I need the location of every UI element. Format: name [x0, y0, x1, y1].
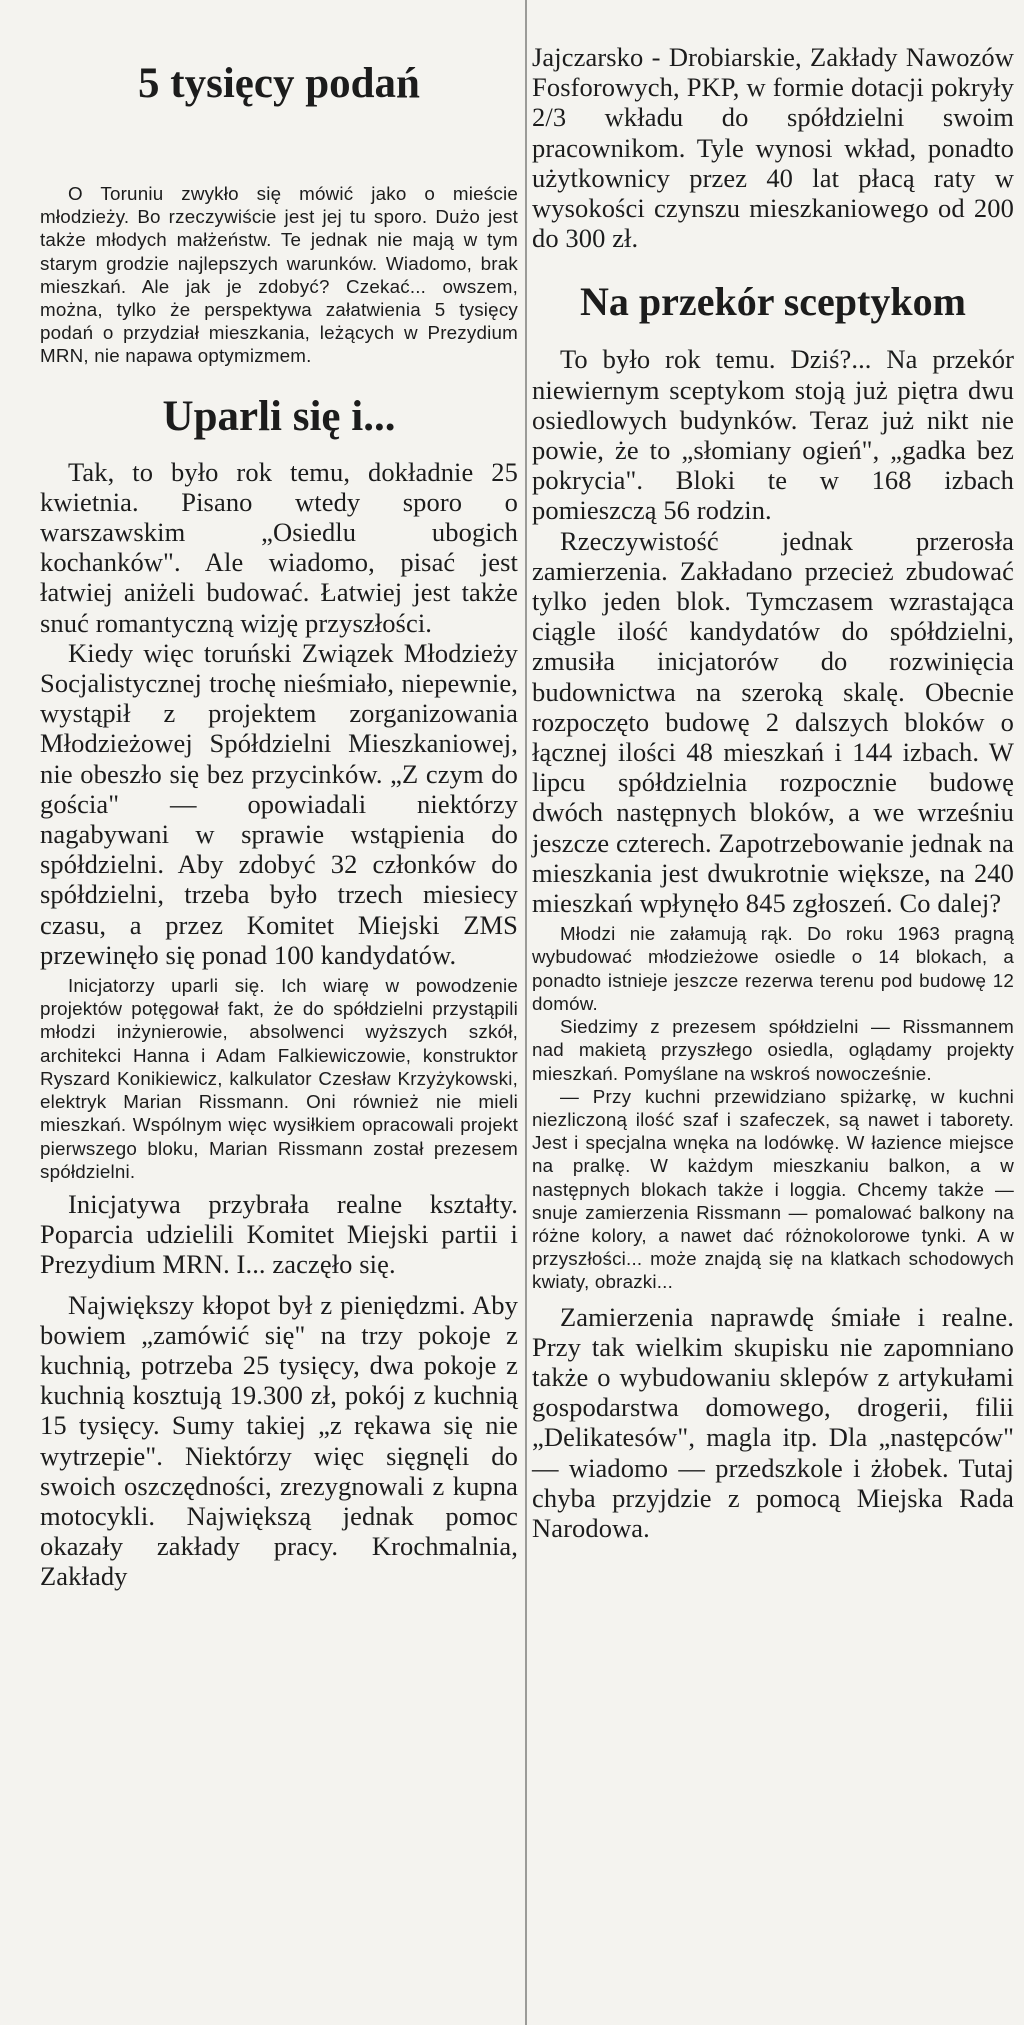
continued-paragraph: Jajczarsko - Drobiarskie, Zakłady Nawozów Fosforowych, PKP, w formie dotacji pokryły 2/3 wkładu do spółdzielni swoim pracownikom. Tyle wynosi wkład, ponadto użytkownicy przez 40 lat płacą raty w wysokości czynszu mieszkaniowego od 200 do 300 zł. [532, 42, 1014, 254]
intro-paragraph: O Toruniu zwykło się mówić jako o mieście młodzieży. Bo rzeczywiście jest jej tu sporo. Dużo jest także młodych małżeństw. Te jednak nie mają w tym starym grodzie najlepszych warunków. Wiadomo, brak mieszkań. Ale jak je zdobyć? Czekać... owszem, można, tylko że perspektywa załatwienia 5 tysięcy podań o przydział mieszkania, leżących w Prezydium MRN, nie napawa optymizmem. [40, 183, 518, 367]
body-paragraph: Największy kłopot był z pieniędzmi. Aby bowiem „zamówić się" na trzy pokoje z kuchnią, potrzeba 25 tysięcy, dwa pokoje z kuchnią kosztują 19.300 zł, pokój z kuchnią 15 tysięcy. Sumy takiej „z rękawa się nie wytrzepie". Niektórzy więc sięgnęli do swoich oszczędności, zrezygnowali z kupna motocykli. Największą jednak pomoc okazały zakłady pracy. Krochmalnia, Zakłady [40, 1289, 518, 1592]
body-paragraph: Zamierzenia naprawdę śmiałe i realne. Przy tak wielkim skupisku nie zapomniano także o wybudowaniu sklepów z artykułami gospodarstwa domowego, drogerii, filii „Delikatesów", magla itp. Dla „następców" — wiadomo — przedszkole i żłobek. Tutaj chyba przyjdzie z pomocą Miejska Rada Narodowa. [532, 1301, 1014, 1543]
section-heading: Uparli się i... [162, 392, 396, 440]
body-paragraph-small: Siedzimy z prezesem spółdzielni — Rissmannem nad makietą przyszłego osiedla, oglądamy projekty mieszkań. Pomyślane na wskroś nowocześnie. [532, 1016, 1014, 1084]
body-paragraph: Inicjatywa przybrała realne kształty. Poparcia udzielili Komitet Miejski partii i Prezydium MRN. I... zaczęło się. [40, 1188, 518, 1280]
left-column [40, 0, 518, 1592]
body-paragraph-small: Inicjatorzy uparli się. Ich wiarę w powodzenie projektów potęgował fakt, że do spółdzielni przystąpili młodzi inżynierowie, absolwenci wyższych szkół, architekci Hanna i Adam Falkiewiczowie, konstruktor Ryszard Konikiewicz, kalkulator Czesław Krzyżykowski, elektryk Marian Rissmann. Oni również nie mieli mieszkań. Wspólnym więc wysiłkiem opracowali projekt pierwszego bloku, Marian Rissmann został prezesem spółdzielni. [40, 975, 518, 1182]
right-column [532, 0, 1014, 1543]
body-paragraph: Rzeczywistość jednak przerosła zamierzenia. Zakładano przecież zbudować tylko jeden blok. Tymczasem wzrastająca ciągle ilość kandydatów do spółdzielni, zmusiła inicjatorów do rozwinięcia budownictwa na szeroką skalę. Obecnie rozpoczęto budowę 2 dalszych bloków o łącznej ilości 48 mieszkań i 144 izbach. W lipcu spółdzielnia rozpocznie budowę dwóch następnych bloków, a we wrześniu jeszcze czterech. Zapotrzebowanie jednak na mieszkania jest dwukrotnie większe, na 240 mieszkań wpłynęło 845 zgłoszeń. Co dalej? [532, 525, 1014, 919]
body-paragraph-small: Młodzi nie załamują rąk. Do roku 1963 pragną wybudować młodzieżowe osiedle o 14 blokach, a ponadto istnieje jeszcze rezerwa terenu pod budowę 12 domów. [532, 923, 1014, 1014]
column-divider [525, 0, 527, 2025]
section-heading: Na przekór sceptykom [580, 279, 966, 325]
body-paragraph: Kiedy więc toruński Związek Młodzieży Socjalistycznej trochę nieśmiało, niepewnie, wystąpił z projektem zorganizowania Młodzieżowej Spółdzielni Mieszkaniowej, nie obeszło się bez przycinków. „Z czym do gościa" — opowiadali niektórzy nagabywani w sprawie wstąpienia do spółdzielni. Aby zdobyć 32 członków do spółdzielni, trzeba było trzech miesiecy czasu, a przez Komitet Miejski ZMS przewinęło się ponad 100 kandydatów. [40, 637, 518, 970]
body-paragraph: Tak, to było rok temu, dokładnie 25 kwietnia. Pisano wtedy sporo o warszawskim „Osiedlu ubogich kochanków". Ale wiadomo, pisać jest łatwiej aniżeli budować. Łatwiej jest także snuć romantyczną wizję przyszłości. [40, 456, 518, 638]
body-paragraph: To było rok temu. Dziś?... Na przekór niewiernym sceptykom stoją już piętra dwu osiedlowych budynków. Teraz już nikt nie powie, że to „słomiany ogień", „gadka bez pokrycia". Bloki te w 168 izbach pomieszczą 56 rodzin. [532, 344, 1014, 526]
body-paragraph-small: — Przy kuchni przewidziano spiżarkę, w kuchni niezliczoną ilość szaf i szafeczek, są nawet i taborety. Jest i specjalna wnęka na lodówkę. W łazience miejsce na pralkę. W każdym mieszkaniu balkon, a w następnych blokach także i loggia. Chcemy także — snuje zamierzenia Rissmann — pomalować balkony na różne kolory, a nawet dać różnokolorowe tynki. A w przyszłości... może znajdą się na klatkach schodowych kwiaty, obrazki... [532, 1085, 1014, 1293]
article-heading: 5 tysięcy podań [138, 60, 420, 107]
